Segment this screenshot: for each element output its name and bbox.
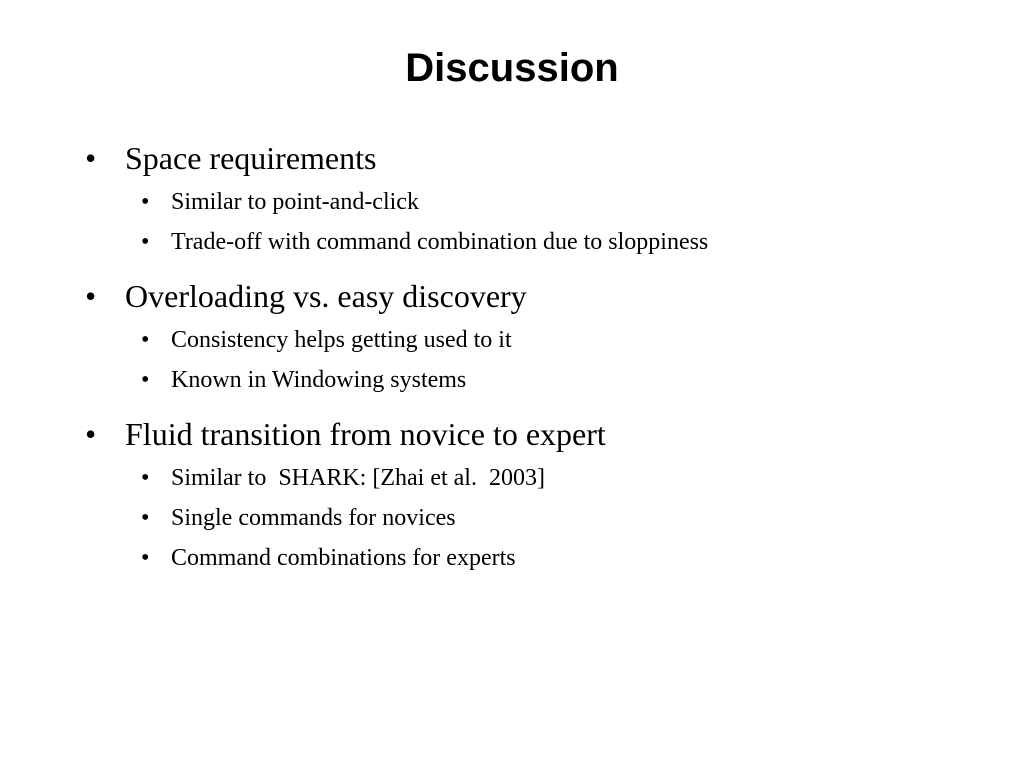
bullet-item-space-requirements <box>85 134 985 262</box>
bullet-icon: • <box>141 465 150 491</box>
bullet-icon: • <box>141 545 150 571</box>
sub-bullet-text: Trade-off with command combination due to sloppiness <box>171 229 709 255</box>
sub-bullet-item <box>85 458 985 498</box>
sub-bullet-item <box>85 538 985 578</box>
bullet-item-overloading <box>85 272 985 400</box>
sub-bullet-item <box>85 498 985 538</box>
bullet-icon: • <box>141 505 150 531</box>
bullet-icon: • <box>85 278 97 314</box>
sub-bullet-list <box>125 458 985 578</box>
bullet-text: Overloading vs. easy discovery <box>125 278 527 314</box>
sub-bullet-list <box>125 182 985 262</box>
sub-bullet-text: Single commands for novices <box>171 505 456 531</box>
sub-bullet-item <box>85 320 985 360</box>
sub-bullet-text: Command combinations for experts <box>171 545 516 571</box>
bullet-text: Space requirements <box>125 140 377 176</box>
sub-bullet-text: Similar to point-and-click <box>171 189 419 215</box>
bullet-icon: • <box>85 140 97 176</box>
bullet-icon: • <box>141 367 150 393</box>
sub-bullet-text: Consistency helps getting used to it <box>171 327 512 353</box>
sub-bullet-text: Similar to SHARK: [Zhai et al. 2003] <box>171 465 545 491</box>
sub-bullet-item <box>85 182 985 222</box>
bullet-icon: • <box>141 189 150 215</box>
bullet-item-fluid-transition <box>85 410 985 578</box>
slide-title: Discussion <box>405 46 619 90</box>
bullet-list <box>85 134 985 578</box>
bullet-text: Fluid transition from novice to expert <box>125 416 606 452</box>
bullet-icon: • <box>141 327 150 353</box>
sub-bullet-list <box>125 320 985 400</box>
sub-bullet-item <box>85 360 985 400</box>
bullet-icon: • <box>141 229 150 255</box>
sub-bullet-item <box>85 222 985 262</box>
sub-bullet-text: Known in Windowing systems <box>171 367 467 393</box>
bullet-icon: • <box>85 416 97 452</box>
